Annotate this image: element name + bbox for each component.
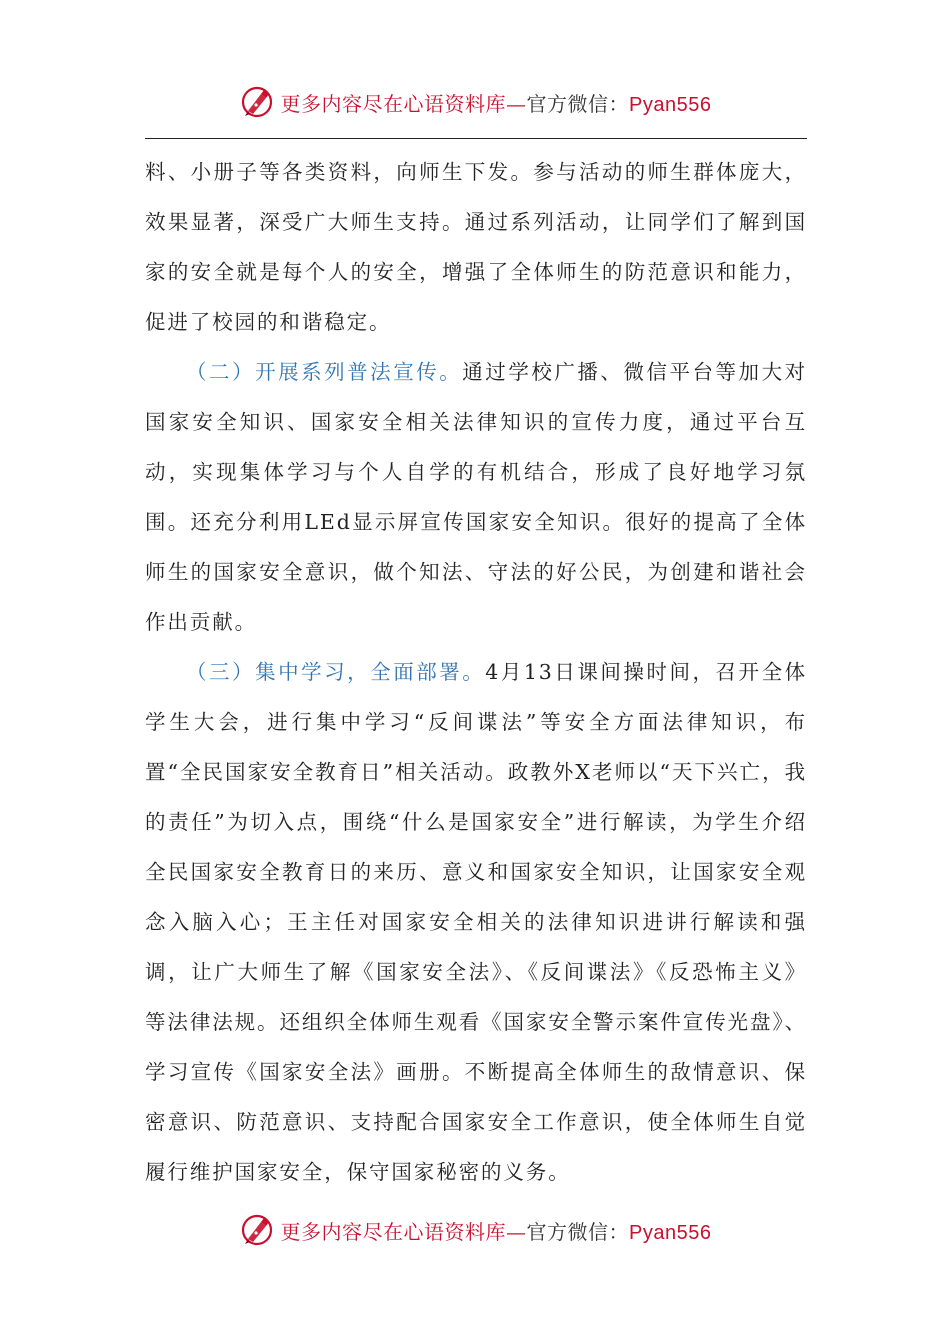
banner-wechat-label: 官方微信： bbox=[526, 1219, 630, 1244]
banner-text bbox=[281, 1216, 712, 1245]
footer-banner bbox=[0, 1208, 950, 1252]
banner-main-text: 更多内容尽在心语资料库— bbox=[280, 91, 527, 116]
document-body bbox=[145, 147, 807, 1197]
banner-wechat-label: 官方微信： bbox=[526, 91, 630, 116]
paragraph-1 bbox=[145, 147, 807, 347]
section-heading-2: （二）开展系列普法宣传。 bbox=[186, 360, 463, 384]
paragraph-2 bbox=[145, 347, 807, 647]
header-divider bbox=[145, 138, 807, 139]
paragraph-3-text: 4月13日课间操时间，召开全体学生大会，进行集中学习“反间谍法”等安全方面法律知识，布置“全民国家安全教育日”相关活动。政教外X老师以“天下兴亡，我的责任”为切入点，围绕“什么是国家安全”进行解读，为学生介绍全民国家安全教育日的来历、意义和国家安全知识，让国家安全观念入脑入心；王主任对国家安全相关的法律知识进讲行解读和强调，让广大师生了解《国家安全法》、《反间谍法》《反恐怖主义》等法律法规。还组织全体师生观看《国家安全警示案件宣传光盘》、学习宣传《国家安全法》画册。不断提高全体师生的敌情意识、保密意识、防范意识、支持配合国家安全工作意识，使全体师生自觉履行维护国家安全，保守国家秘密的义务。 bbox=[145, 660, 807, 1184]
section-heading-3: （三）集中学习，全面部署。 bbox=[186, 660, 486, 684]
banner-main-text: 更多内容尽在心语资料库— bbox=[280, 1219, 527, 1244]
header-banner bbox=[0, 80, 950, 124]
banner-text bbox=[281, 88, 712, 117]
paragraph-3 bbox=[145, 647, 807, 1197]
pen-nib-logo-icon bbox=[239, 84, 275, 120]
pen-nib-logo-icon bbox=[239, 1212, 275, 1248]
paragraph-1-text: 料、小册子等各类资料，向师生下发。参与活动的师生群体庞大，效果显著，深受广大师生支持。通过系列活动，让同学们了解到国家的安全就是每个人的安全，增强了全体师生的防范意识和能力，促进了校园的和谐稳定。 bbox=[145, 160, 807, 334]
banner-wechat-id: Pyan556 bbox=[629, 93, 712, 116]
paragraph-2-text: 通过学校广播、微信平台等加大对国家安全知识、国家安全相关法律知识的宣传力度，通过平台互动，实现集体学习与个人自学的有机结合，形成了良好地学习氛围。还充分利用LEd显示屏宣传国家安全知识。很好的提高了全体师生的国家安全意识，做个知法、守法的好公民，为创建和谐社会作出贡献。 bbox=[145, 360, 807, 634]
banner-wechat-id: Pyan556 bbox=[629, 1221, 712, 1244]
